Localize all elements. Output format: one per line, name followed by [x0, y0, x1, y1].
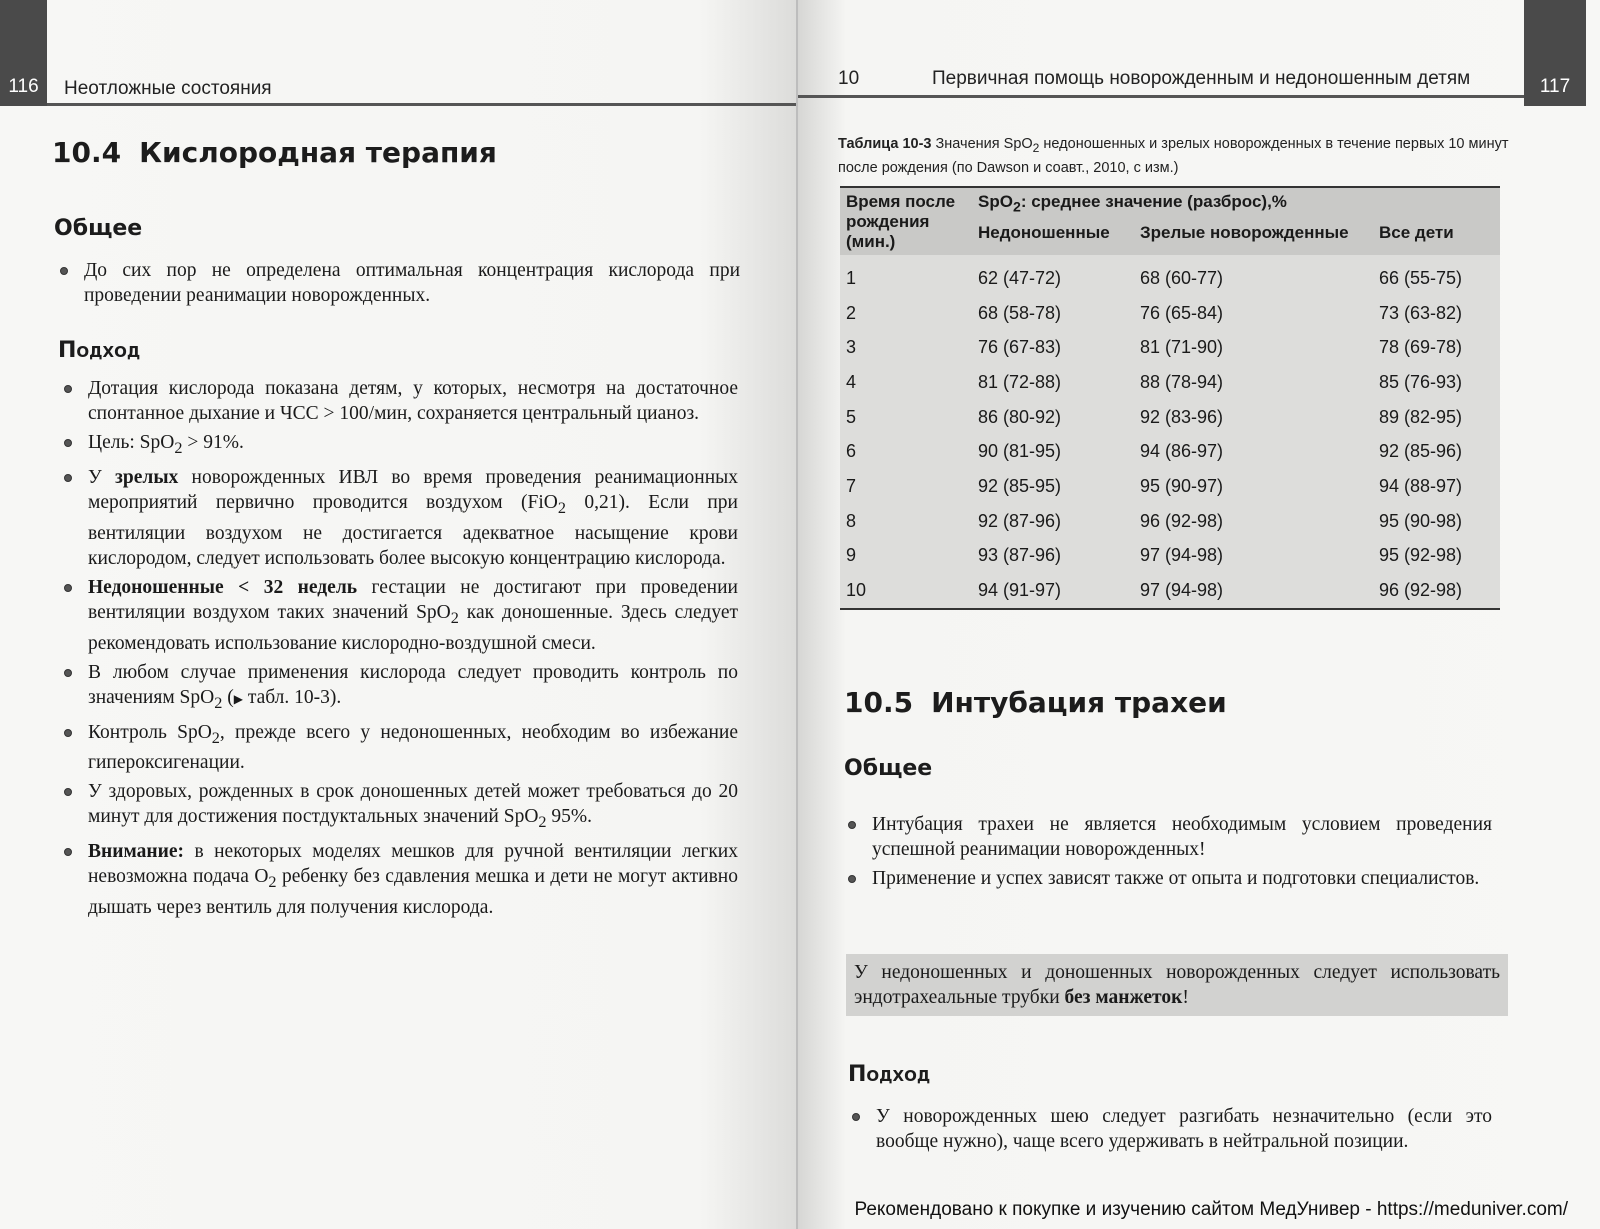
- table-row: 2 68 (58-78) 76 (65-84) 73 (63-82): [846, 302, 1463, 323]
- list-item: Интубация трахеи не является необходимым условием проведения успешной реанимации новорожденных!: [844, 812, 1492, 862]
- header-rule: [47, 103, 796, 106]
- list-item: Недоношенные < 32 недель гестации не достигают при проведении вентиляции воздухом таких значений SpO$_2$ как доношенные. Здесь следует рекомендовать использование кислородно-воздушной смеси.: [60, 575, 738, 656]
- general-list: [56, 258, 740, 312]
- spo2-table: [840, 186, 1500, 610]
- table-row: 5 86 (80-92) 92 (83-96) 89 (82-95): [846, 406, 1463, 427]
- table-row: 3 76 (67-83) 81 (71-90) 78 (69-78): [846, 337, 1463, 358]
- list-item: Внимание: в некоторых моделях мешков для ручной вентиляции легких невозможна подача $O_2$ ребенку без сдавления мешка и дети не могут активно дышать через вентиль для получения кислорода.: [60, 839, 738, 920]
- approach-list: [848, 1104, 1492, 1158]
- list-item: До сих пор не определена оптимальная концентрация кислорода при проведении реанимации новорожденных.: [56, 258, 740, 308]
- page-number-tab: 116: [0, 0, 47, 106]
- table-label: Таблица 10-3: [838, 136, 932, 152]
- list-item: Цель: SpO$_2$ > 91%.: [60, 430, 738, 461]
- col-term-header: Зрелые новорожденные: [1140, 223, 1349, 243]
- subheading-general: Общее: [54, 216, 143, 241]
- list-item: У новорожденных шею следует разгибать незначительно (если это вообще нужно), чаще всего удерживать в нейтральной позиции.: [848, 1104, 1492, 1154]
- approach-list: [60, 376, 738, 924]
- footer-watermark: Рекомендовано к покупке и изучению сайтом МедУнивер - https://meduniver.com/: [854, 1199, 1568, 1220]
- note-box: У недоношенных и доношенных новорожденных следует использовать эндотрахеальные трубки без манжеток!: [846, 954, 1508, 1016]
- table-row: 1 62 (47-72) 68 (60-77) 66 (55-75): [846, 267, 1463, 288]
- table-header-row: [840, 187, 1500, 220]
- subheading-approach: Подход: [848, 1062, 931, 1087]
- section-number: 10.4: [52, 136, 122, 169]
- arrow-right-icon: ▶: [233, 691, 243, 706]
- subheading-general: Общее: [844, 756, 933, 781]
- running-head: Неотложные состояния: [64, 78, 272, 99]
- section-title-text: Интубация трахеи: [931, 686, 1227, 719]
- table-caption: Таблица 10-3 Значения SpO$_2$ недоношенных и зрелых новорожденных в течение первых 10 минут после рождения (по Dawson и соавт., 2010, с изм.): [838, 136, 1509, 176]
- table-row: 9 93 (87-96) 97 (94-98) 95 (92-98): [846, 545, 1463, 566]
- section-title-text: Кислородная терапия: [139, 136, 497, 169]
- col-preterm-header: Недоношенные: [978, 223, 1110, 243]
- section-title: [844, 686, 1227, 719]
- general-list: [844, 812, 1492, 895]
- table-row: 7 92 (85-95) 95 (90-97) 94 (88-97): [846, 475, 1463, 496]
- list-item: У зрелых новорожденных ИВЛ во время проведения реанимационных мероприятий первично проводится воздухом (FiO$_2$ 0,21). Если при вентиляции воздухом не достигается адекватное насыщение крови кислородом, следует использовать более высокую концентрацию кислорода.: [60, 465, 738, 571]
- left-page: [0, 0, 796, 1229]
- section-number: 10.5: [844, 686, 914, 719]
- header-rule: [798, 95, 1524, 98]
- list-item: В любом случае применения кислорода следует проводить контроль по значениям SpO$_2$ (▶ табл. 10-3).: [60, 660, 738, 716]
- page-number-tab: 117: [1524, 0, 1586, 106]
- col-time-header: Время после рождения (мин.): [846, 192, 956, 251]
- list-item: Применение и успех зависят также от опыта и подготовки специалистов.: [844, 866, 1492, 891]
- section-title: [52, 136, 497, 169]
- list-item: Контроль SpO$_2$, прежде всего у недоношенных, необходим во избежание гипероксигенации.: [60, 720, 738, 776]
- col-group-header: SpO$_2$: среднее значение (разброс),%: [978, 192, 1287, 216]
- subheading-approach: Подход: [58, 338, 141, 363]
- right-page: [798, 0, 1600, 1229]
- table-row: 10 94 (91-97) 97 (94-98) 96 (92-98): [846, 580, 1463, 601]
- table-row: 8 92 (87-96) 96 (92-98) 95 (90-98): [846, 510, 1463, 531]
- list-item: У здоровых, рожденных в срок доношенных детей может требоваться до 20 минут для достижения постдуктальных значений SpO$_2$ 95%.: [60, 779, 738, 835]
- table-row: 4 81 (72-88) 88 (78-94) 85 (76-93): [846, 371, 1463, 392]
- running-head: Первичная помощь новорожденным и недоношенным детям: [932, 68, 1471, 89]
- list-item: Дотация кислорода показана детям, у которых, несмотря на достаточное спонтанное дыхание и ЧСС > 100/мин, сохраняется центральный цианоз.: [60, 376, 738, 426]
- col-all-header: Все дети: [1379, 223, 1454, 243]
- table-row: 6 90 (81-95) 94 (86-97) 92 (85-96): [846, 441, 1463, 462]
- chapter-number: 10: [838, 68, 860, 89]
